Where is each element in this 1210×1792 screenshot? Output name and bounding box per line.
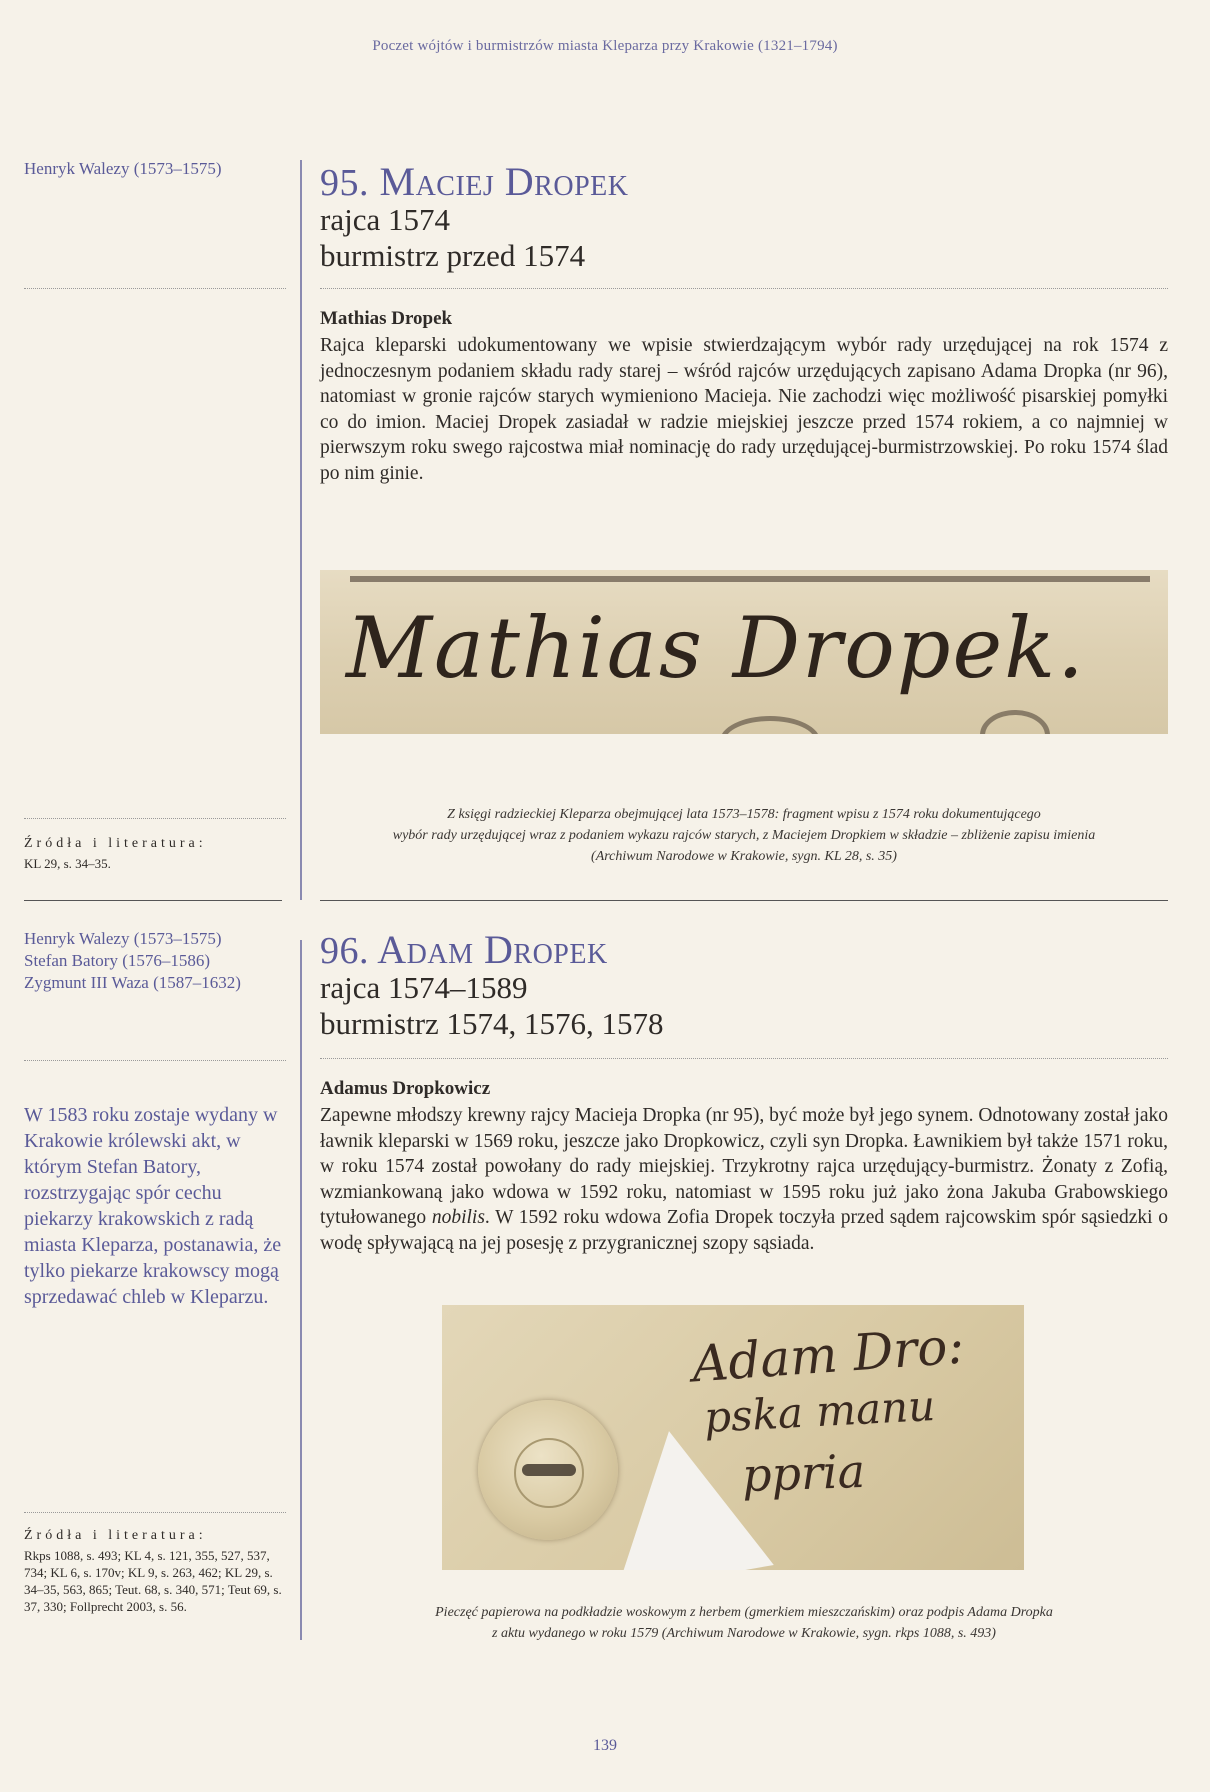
sources-list: Rkps 1088, s. 493; KL 4, s. 121, 355, 527, 537, 734; KL 6, s. 170v; KL 9, s. 263, 462; KL 29, s. 34–35, 563, 865; Teut. 68, s. 340, 571; Teut 69, s. 37, 330; Follprecht 2003, s. 56. (24, 1548, 282, 1614)
era-label: Stefan Batory (1576–1586) (24, 951, 211, 970)
ink-fragment (980, 710, 1050, 734)
latin-name: Adamus Dropkowicz (320, 1078, 491, 1099)
era-label: Henryk Walezy (1573–1575) (24, 929, 222, 948)
section-separator (24, 900, 282, 901)
image-caption: Z księgi radzieckiej Kleparza obejmującej lata 1573–1578: fragment wpisu z 1574 roku dokumentującego (447, 807, 1041, 822)
image-caption: z aktu wydanego w roku 1579 (Archiwum Narodowe w Krakowie, sygn. rkps 1088, s. 493) (492, 1626, 996, 1641)
entry-role: rajca 1574 (320, 202, 450, 237)
entry-body (320, 1103, 1168, 1257)
entry-title (320, 928, 608, 973)
divider (320, 288, 1168, 289)
page-number: 139 (593, 1737, 617, 1754)
ink-fragment (720, 716, 820, 734)
seal-emblem (522, 1464, 576, 1476)
entry-role: burmistrz 1574, 1576, 1578 (320, 1006, 664, 1041)
divider (24, 1060, 286, 1061)
image-caption: wybór rady urzędującej wraz z podaniem wykazu rajców starych, z Maciejem Dropkiem w składzie – zbliżenie zapisu imienia (392, 828, 1096, 843)
manuscript-text: Mathias Dropek. (346, 599, 1086, 697)
entry-name: Adam Dropek (377, 927, 608, 972)
era-label: Henryk Walezy (1573–1575) (24, 159, 222, 178)
entry-body-text: . W 1592 roku wdowa Zofia Dropek toczyła przed sądem rajcowskim spór sąsiedzki o wodę spływającą na jej posesję z przygranicznej szopy sąsiada. (320, 1207, 1168, 1254)
divider (320, 1058, 1168, 1059)
manuscript-image (320, 570, 1168, 734)
signature-line: pska manu (702, 1380, 937, 1443)
entry-number: 96. (320, 930, 369, 972)
divider (24, 288, 286, 289)
divider (24, 1512, 286, 1513)
image-caption: Pieczęć papierowa na podkładzie woskowym z herbem (gmerkiem mieszczańskim) oraz podpis Adama Dropka (435, 1605, 1053, 1620)
section-separator (320, 900, 1168, 901)
sources-label: Źródła i literatura: (24, 1528, 207, 1543)
entry-role: burmistrz przed 1574 (320, 238, 586, 273)
running-header: Poczet wójtów i burmistrzów miasta Kleparza przy Krakowie (1321–1794) (372, 38, 838, 54)
column-rule-top (300, 160, 302, 900)
image-caption: (Archiwum Narodowe w Krakowie, sygn. KL 28, s. 35) (591, 849, 897, 864)
seal-signature-image (442, 1305, 1024, 1570)
entry-name: Maciej Dropek (379, 159, 629, 204)
ink-fragment (350, 570, 1150, 582)
entry-number: 95. (320, 162, 369, 204)
sources-list: KL 29, s. 34–35. (24, 856, 111, 871)
entry-body-text: Zapewne młodszy krewny rajcy Macieja Dropka (nr 95), być może był jego synem. Odnotowany został jako ławnik kleparski w 1569 roku, jeszcze jako Dropkowicz, czyli syn Dropka. Ławnikiem był także 1571 roku, w roku 1574 został powołany do rady miejskiej. Trzykrotny rajca urzędujący-burmistrz. Żonaty z Zofią, wzmiankowaną jako wdowa w 1592 roku, natomiast w 1595 roku już jako żona Jakuba Grabowskiego tytułowanego (320, 1105, 1168, 1229)
sources-label: Źródła i literatura: (24, 836, 207, 851)
side-note: W 1583 roku zostaje wydany w Krakowie królewski akt, w którym Stefan Batory, rozstrzygając spór cechu piekarzy krakowskich z radą miasta Kleparza, postanawia, że tylko piekarze krakowscy mogą sprzedawać chleb w Kleparzu. (24, 1104, 282, 1308)
era-label: Zygmunt III Waza (1587–1632) (24, 973, 241, 992)
signature-line: ppria (741, 1443, 866, 1503)
signature-line: Adam Dro: (690, 1316, 966, 1394)
column-rule-bottom (300, 940, 302, 1640)
entry-body: Rajca kleparski udokumentowany we wpisie stwierdzającym wybór rady urzędującej na rok 1574 z jednoczesnym podaniem składu rady starej – wśród rajców urzędujących zapisano Adama Dropka (nr 96), natomiast w gronie rajców starych wymieniono Macieja. Nie zachodzi więc możliwość pisarskiej pomyłki co do imion. Maciej Dropek zasiadał w radzie miejskiej jeszcze przed 1574 rokiem, a co najmniej w pierwszym roku swego rajcostwa miał nominację do rady urzędującej-burmistrzowskiej. Po roku 1574 ślad po nim ginie. (320, 335, 1168, 484)
entry-body-italic: nobilis (431, 1207, 485, 1229)
entry-title (320, 160, 628, 205)
latin-name: Mathias Dropek (320, 308, 453, 329)
divider (24, 818, 286, 819)
entry-role: rajca 1574–1589 (320, 970, 528, 1005)
